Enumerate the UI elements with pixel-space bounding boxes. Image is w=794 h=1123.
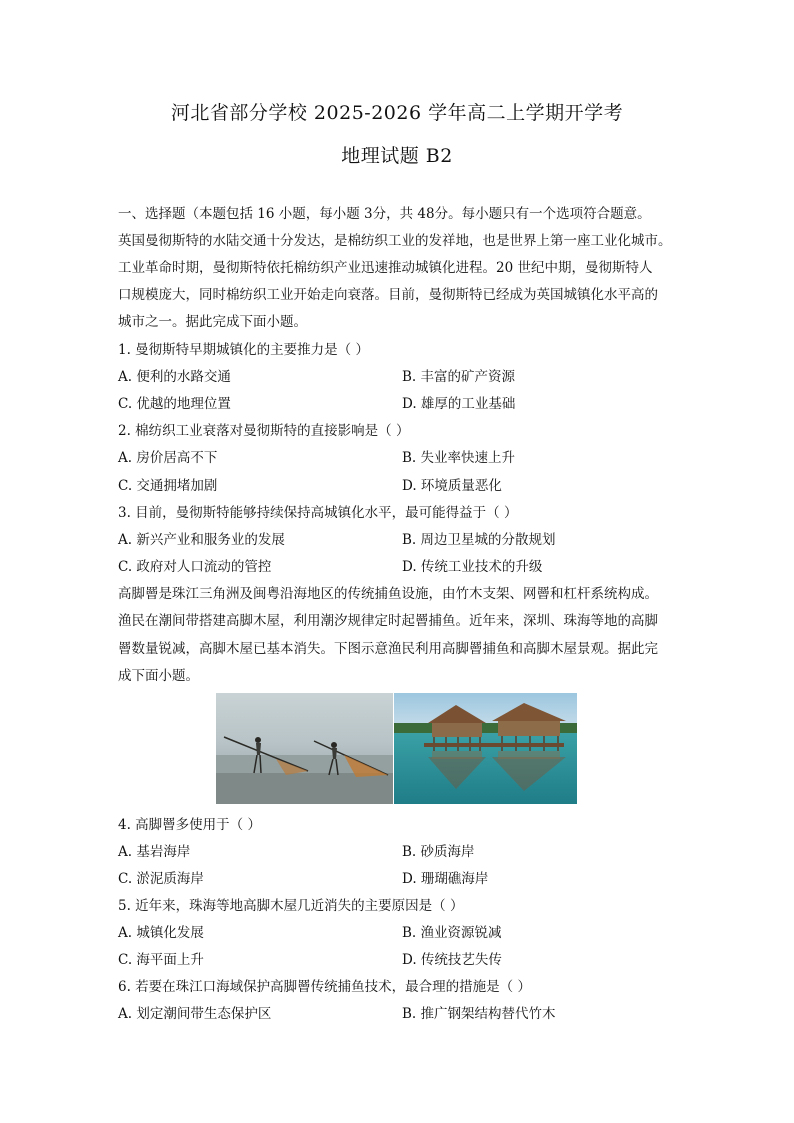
q2-option-d: D. 环境质量恶化 <box>402 478 502 494</box>
q5-option-d: D. 传统技艺失传 <box>402 952 502 968</box>
passage2-line: 成下面小题。 <box>118 668 199 684</box>
question-3-stem: 3. 目前，曼彻斯特能够持续保持高城镇化水平，最可能得益于（ ） <box>118 505 518 521</box>
q1-option-d: D. 雄厚的工业基础 <box>402 396 516 412</box>
question-6-stem: 6. 若要在珠江口海域保护高脚罾传统捕鱼技术，最合理的措施是（ ） <box>118 979 531 995</box>
question-4-stem: 4. 高脚罾多使用于（ ） <box>118 817 261 833</box>
passage2-line: 罾数量锐减，高脚木屋已基本消失。下图示意渔民利用高脚罾捕鱼和高脚木屋景观。据此完 <box>118 641 658 657</box>
q2-option-b: B. 失业率快速上升 <box>402 450 516 466</box>
q5-option-c: C. 海平面上升 <box>118 952 204 968</box>
q4-option-d: D. 珊瑚礁海岸 <box>402 871 489 887</box>
passage1-line: 城市之一。据此完成下面小题。 <box>118 314 307 330</box>
question-5-stem: 5. 近年来，珠海等地高脚木屋几近消失的主要原因是（ ） <box>118 898 464 914</box>
fishermen-photo <box>216 693 393 804</box>
q3-option-d: D. 传统工业技术的升级 <box>402 559 543 575</box>
q1-option-c: C. 优越的地理位置 <box>118 396 231 412</box>
stilt-house-photo <box>394 693 577 804</box>
passage1-line: 英国曼彻斯特的水陆交通十分发达，是棉纺织工业的发祥地，也是世界上第一座工业化城市。 <box>118 233 672 249</box>
q2-option-a: A. 房价居高不下 <box>118 450 218 466</box>
q6-option-a: A. 划定潮间带生态保护区 <box>118 1006 272 1022</box>
q4-option-c: C. 淤泥质海岸 <box>118 871 204 887</box>
q3-option-b: B. 周边卫星城的分散规划 <box>402 532 556 548</box>
q6-option-b: B. 推广钢架结构替代竹木 <box>402 1006 556 1022</box>
q3-option-a: A. 新兴产业和服务业的发展 <box>118 532 285 548</box>
passage2-line: 高脚罾是珠江三角洲及闽粤沿海地区的传统捕鱼设施，由竹木支架、网罾和杠杆系统构成。 <box>118 586 658 602</box>
question-1-stem: 1. 曼彻斯特早期城镇化的主要推力是（ ） <box>118 342 369 358</box>
q1-option-a: A. 便利的水路交通 <box>118 369 231 385</box>
passage1-line: 工业革命时期，曼彻斯特依托棉纺织产业迅速推动城镇化进程。20 世纪中期，曼彻斯特人 <box>118 260 653 276</box>
q2-option-c: C. 交通拥堵加剧 <box>118 478 218 494</box>
q1-option-b: B. 丰富的矿产资源 <box>402 369 516 385</box>
passage2-line: 渔民在潮间带搭建高脚木屋，利用潮汐规律定时起罾捕鱼。近年来，深圳、珠海等地的高脚 <box>118 613 658 629</box>
section-header: 一、选择题（本题包括 16 小题，每小题 3分，共 48分。每小题只有一个选项符合题意。 <box>118 206 651 222</box>
question-2-stem: 2. 棉纺织工业衰落对曼彻斯特的直接影响是（ ） <box>118 423 410 439</box>
q3-option-c: C. 政府对人口流动的管控 <box>118 559 272 575</box>
q5-option-b: B. 渔业资源锐减 <box>402 925 502 941</box>
page-subtitle: 地理试题 B2 <box>341 145 453 167</box>
passage1-line: 口规模庞大，同时棉纺织工业开始走向衰落。目前，曼彻斯特已经成为英国城镇化水平高的 <box>118 287 658 303</box>
q5-option-a: A. 城镇化发展 <box>118 925 204 941</box>
q4-option-a: A. 基岩海岸 <box>118 844 191 860</box>
q4-option-b: B. 砂质海岸 <box>402 844 475 860</box>
page-title: 河北省部分学校 2025-2026 学年高二上学期开学考 <box>170 102 624 124</box>
